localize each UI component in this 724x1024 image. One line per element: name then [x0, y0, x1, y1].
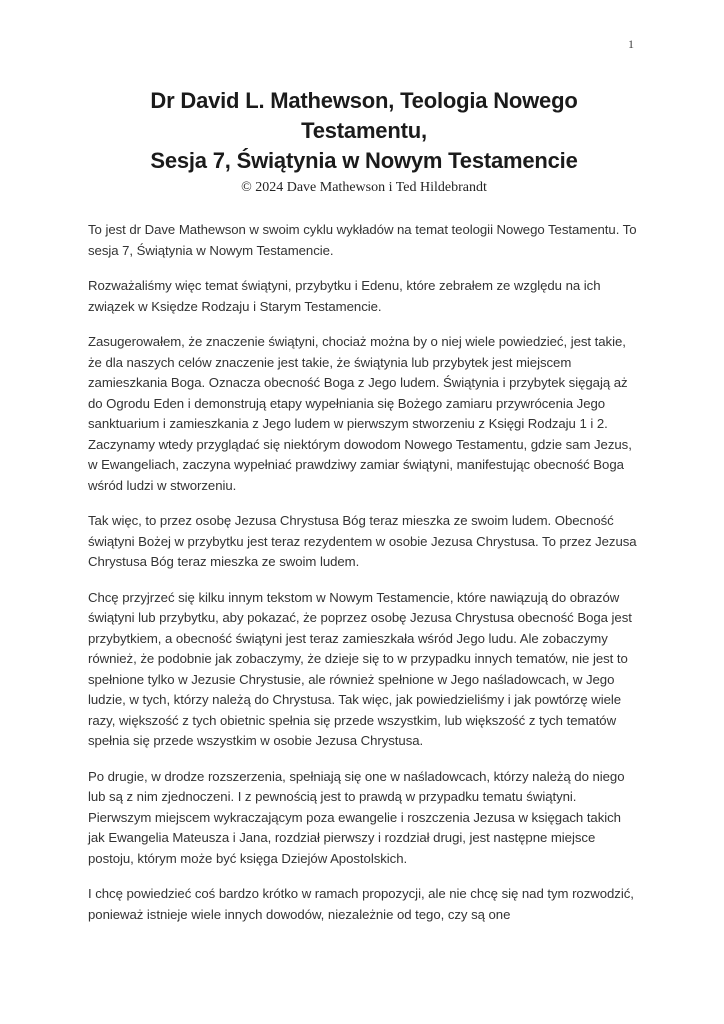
paragraph: Chcę przyjrzeć się kilku innym tekstom w Nowym Testamencie, które nawiązują do obrazów świątyni lub przybytku, aby pokazać, że poprzez osobę Jezusa Chrystusa obecność Boga jest przybytkiem, a obecność świątyni jest teraz zamieszkała wśród Jego ludu. Ale zobaczymy również, że podobnie jak zobaczymy, że dzieje się to w przypadku innych tematów, nie jest to spełnione tylko w Jezusie Chrystusie, ale również spełnione w Jego naśladowcach, w Jego ludzie, w tych, którzy należą do Chrystusa. Tak więc, jak powiedzieliśmy i jak powtórzę wiele razy, większość z tych obietnic spełnia się przede wszystkim, lub większość z tych tematów spełnia się przede wszystkim w osobie Jezusa Chrystusa.: [88, 589, 632, 748]
document-content: [88, 86, 640, 940]
title-line-1: Dr David L. Mathewson, Teologia Nowego: [150, 88, 578, 113]
paragraph: Rozważaliśmy więc temat świątyni, przybytku i Edenu, które zebrałem ze względu na ich związek w Księdze Rodzaju i Starym Testamencie.: [88, 278, 601, 314]
copyright-line: © 2024 Dave Mathewson i Ted Hildebrandt: [241, 180, 487, 195]
page-number: 1: [628, 37, 634, 51]
paragraph: I chcę powiedzieć coś bardzo krótko w ramach propozycji, ale nie chcę się nad tym rozwodzić, ponieważ istnieje wiele innych dowodów, niezależnie od tego, czy są one: [88, 886, 634, 922]
document-title: [88, 86, 640, 176]
paragraph: To jest dr Dave Mathewson w swoim cyklu wykładów na temat teologii Nowego Testamentu. To sesja 7, Świątynia w Nowym Testamencie.: [88, 222, 637, 258]
title-line-2: Testamentu,: [301, 118, 427, 143]
title-line-3: Sesja 7, Świątynia w Nowym Testamencie: [150, 148, 578, 173]
paragraph: Po drugie, w drodze rozszerzenia, spełniają się one w naśladowcach, którzy należą do niego lub są z nim zjednoczeni. I z pewnością jest to prawdą w przypadku tematu świątyni. Pierwszym miejscem wykraczającym poza ewangelie i roszczenia Jezusa w księgach takich jak Ewangelia Mateusza i Jana, rozdział pierwszy i rozdział drugi, jest następne miejsce postoju, którym może być księga Dziejów Apostolskich.: [88, 768, 625, 866]
document-body: [88, 220, 640, 925]
paragraph: Zasugerowałem, że znaczenie świątyni, chociaż można by o niej wiele powiedzieć, jest takie, że dla naszych celów znaczenie jest takie, że świątynia lub przybytek jest miejscem zamieszkania Boga. Oznacza obecność Boga z Jego ludem. Świątynia i przybytek sięgają aż do Ogrodu Eden i demonstrują etapy wypełniania się Bożego zamiaru przywrócenia Jego sanktuarium i zamieszkania z Jego ludem w pierwszym stworzeniu z Księgi Rodzaju 1 i 2. Zaczynamy wtedy przyglądać się niektórym dowodom Nowego Testamentu, gdzie sam Jezus, w Ewangeliach, zaczyna wypełniać prawdziwy zamiar świątyni, manifestując obecność Boga wśród ludzi w stworzeniu.: [88, 334, 632, 493]
paragraph: Tak więc, to przez osobę Jezusa Chrystusa Bóg teraz mieszka ze swoim ludem. Obecność świątyni Bożej w przybytku jest teraz rezydentem w osobie Jezusa Chrystusa. To przez Jezusa Chrystusa Bóg teraz mieszka ze swoim ludem.: [88, 513, 637, 569]
